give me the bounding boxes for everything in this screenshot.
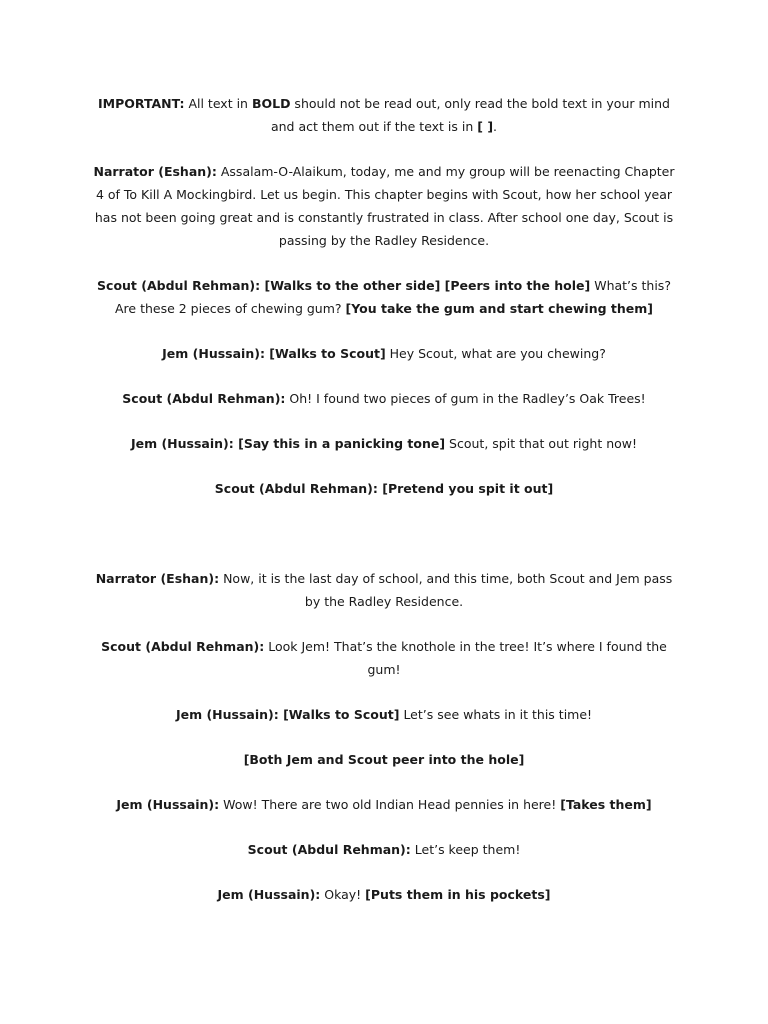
bold-text-run: Scout (Abdul Rehman): (122, 391, 286, 406)
text-run: Hey Scout, what are you chewing? (385, 346, 606, 361)
text-run: should not be read out, only read the bold text in your mind and act them out if the text is in (270, 96, 670, 134)
script-page (88, 92, 680, 928)
bold-text-run: [Takes them] (560, 797, 652, 812)
script-paragraph (88, 838, 680, 861)
script-paragraph (88, 748, 680, 771)
script-paragraph (88, 793, 680, 816)
bold-text-run: IMPORTANT: (98, 96, 185, 111)
text-run: What’s this? Are these 2 pieces of chewing gum? (114, 278, 671, 316)
bold-text-run: [Puts them in his pockets] (365, 887, 551, 902)
text-run: Look Jem! That’s the knothole in the tree! It’s where I found the gum! (264, 639, 667, 677)
bold-text-run: Scout (Abdul Rehman): [Walks to the other side] [Peers into the hole] (97, 278, 591, 293)
text-run: Assalam-O-Alaikum, today, me and my group will be reenacting Chapter 4 of To Kill A Mockingbird. Let us begin. This chapter begins with Scout, how her school year has not been going great and is constantly frustrated in class. After school one day, Scout is passing by the Radley Residence. (94, 164, 675, 248)
script-paragraph (88, 274, 680, 320)
script-paragraph (88, 92, 680, 138)
bold-text-run: Scout (Abdul Rehman): (247, 842, 411, 857)
text-run: Scout, spit that out right now! (445, 436, 638, 451)
bold-text-run: Jem (Hussain): [Say this in a panicking tone] (130, 436, 446, 451)
bold-text-run: [ ] (477, 119, 494, 134)
script-paragraph (88, 160, 680, 252)
bold-text-run: [You take the gum and start chewing them] (345, 301, 653, 316)
bold-text-run: Jem (Hussain): (116, 797, 220, 812)
script-paragraph (88, 387, 680, 410)
script-paragraph (88, 703, 680, 726)
script-paragraph (88, 342, 680, 365)
bold-text-run: [Both Jem and Scout peer into the hole] (243, 752, 525, 767)
text-run: Okay! (320, 887, 366, 902)
script-paragraph (88, 635, 680, 681)
text-run: Let’s keep them! (410, 842, 521, 857)
bold-text-run: Scout (Abdul Rehman): (101, 639, 265, 654)
bold-text-run: BOLD (251, 96, 291, 111)
script-paragraph (88, 883, 680, 906)
text-run: . (493, 119, 498, 134)
bold-text-run: Jem (Hussain): (217, 887, 321, 902)
text-run: Oh! I found two pieces of gum in the Radley’s Oak Trees! (285, 391, 646, 406)
bold-text-run: Jem (Hussain): [Walks to Scout] (162, 346, 386, 361)
bold-text-run: Scout (Abdul Rehman): [Pretend you spit it out] (214, 481, 554, 496)
text-run: All text in (184, 96, 252, 111)
script-paragraph (88, 567, 680, 613)
bold-text-run: Jem (Hussain): [Walks to Scout] (175, 707, 400, 722)
text-run: Wow! There are two old Indian Head pennies in here! (219, 797, 561, 812)
section-gap (88, 522, 680, 567)
bold-text-run: Narrator (Eshan): (93, 164, 217, 179)
script-paragraph (88, 432, 680, 455)
text-run: Now, it is the last day of school, and this time, both Scout and Jem pass by the Radley Residence. (219, 571, 673, 609)
bold-text-run: Narrator (Eshan): (95, 571, 220, 586)
text-run: Let’s see whats in it this time! (399, 707, 593, 722)
script-paragraph (88, 477, 680, 500)
